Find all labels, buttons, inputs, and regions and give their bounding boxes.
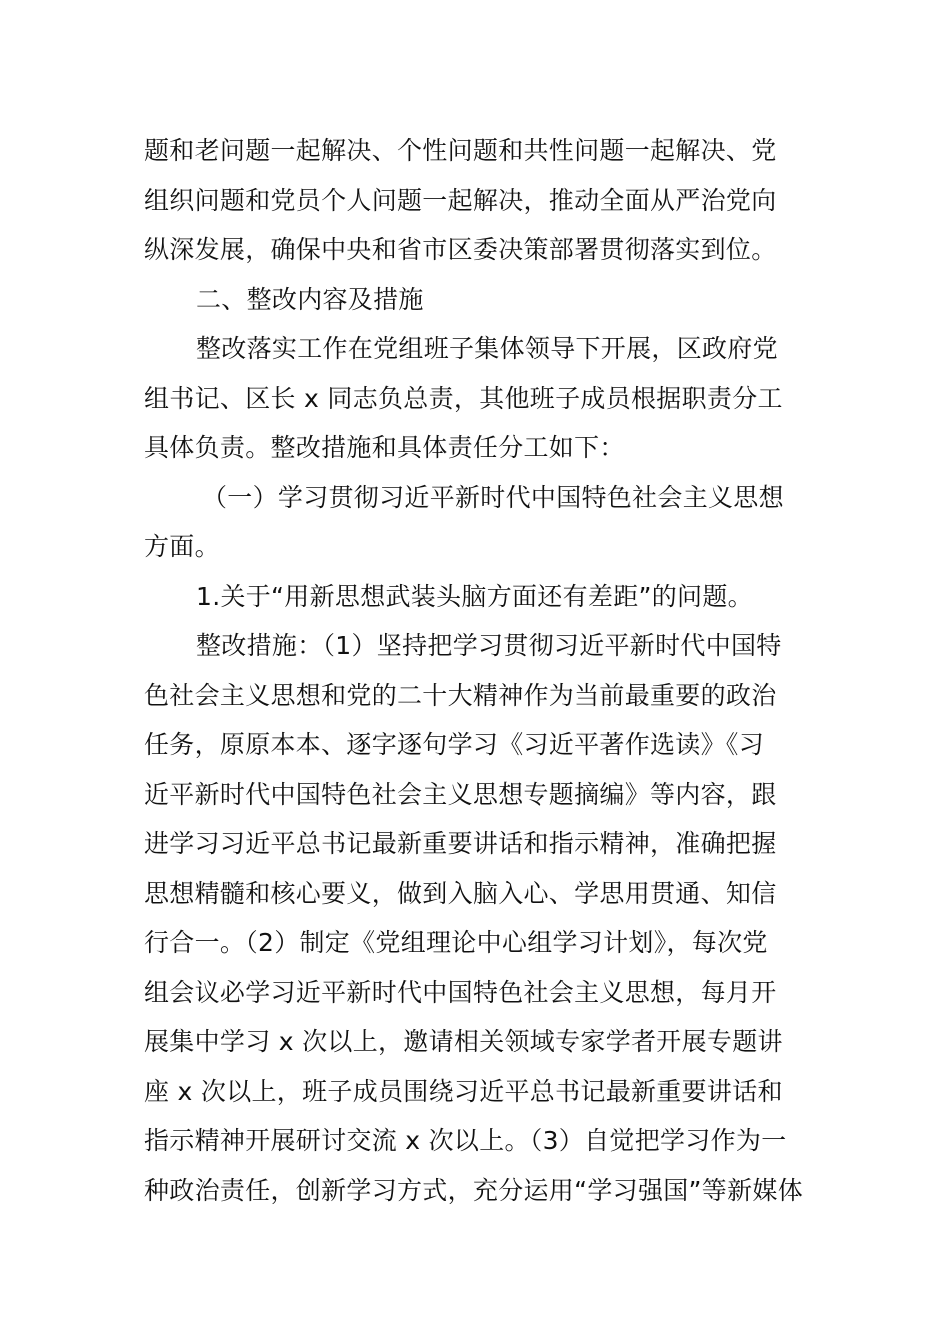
text-line: 种政治责任，创新学习方式，充分运用“学习强国”等新媒体 (144, 1175, 804, 1205)
text-line: 方面。 (144, 532, 220, 561)
text-line: 思想精髓和核心要义，做到入脑入心、学思用贯通、知信 (144, 878, 777, 908)
text-line: 进学习习近平总书记最新重要讲话和指示精神，准确把握 (144, 829, 777, 858)
text-line: 整改措施：（1）坚持把学习贯彻习近平新时代中国特 (196, 631, 782, 660)
text-line: 行合一。（2）制定《党组理论中心组学习计划》，每次党 (144, 928, 768, 957)
text-line: 整改落实工作在党组班子集体领导下开展，区政府党 (196, 334, 778, 363)
subsection-heading: （一）学习贯彻习近平新时代中国特色社会主义思想 (202, 482, 784, 512)
text-line: 组会议必学习近平新时代中国特色社会主义思想，每月开 (144, 977, 777, 1007)
text-line: 近平新时代中国特色社会主义思想专题摘编》等内容，跟 (144, 779, 777, 809)
text-line: 展集中学习 x 次以上，邀请相关领域专家学者开展专题讲 (144, 1027, 783, 1056)
text-line: 组书记、区长 x 同志负总责，其他班子成员根据职责分工 (144, 383, 783, 413)
text-line: 题和老问题一起解决、个性问题和共性问题一起解决、党 (144, 136, 777, 165)
text-line: 纵深发展，确保中央和省市区委决策部署贯彻落实到位。 (144, 235, 777, 264)
item-heading: 1.关于“用新思想武装头脑方面还有差距”的问题。 (196, 581, 753, 611)
text-line: 具体负责。整改措施和具体责任分工如下： (144, 433, 625, 462)
text-line: 任务，原原本本、逐字逐句学习《习近平著作选读》《习 (144, 730, 765, 759)
section-heading: 二、整改内容及措施 (196, 284, 424, 314)
text-line: 座 x 次以上，班子成员围绕习近平总书记最新重要讲话和 (144, 1076, 783, 1106)
text-line: 组织问题和党员个人问题一起解决，推动全面从严治党向 (144, 185, 777, 215)
body-text (144, 126, 814, 1215)
text-line: 指示精神开展研讨交流 x 次以上。（3）自觉把学习作为一 (144, 1126, 787, 1155)
text-line: 色社会主义思想和党的二十大精神作为当前最重要的政治 (144, 680, 777, 710)
